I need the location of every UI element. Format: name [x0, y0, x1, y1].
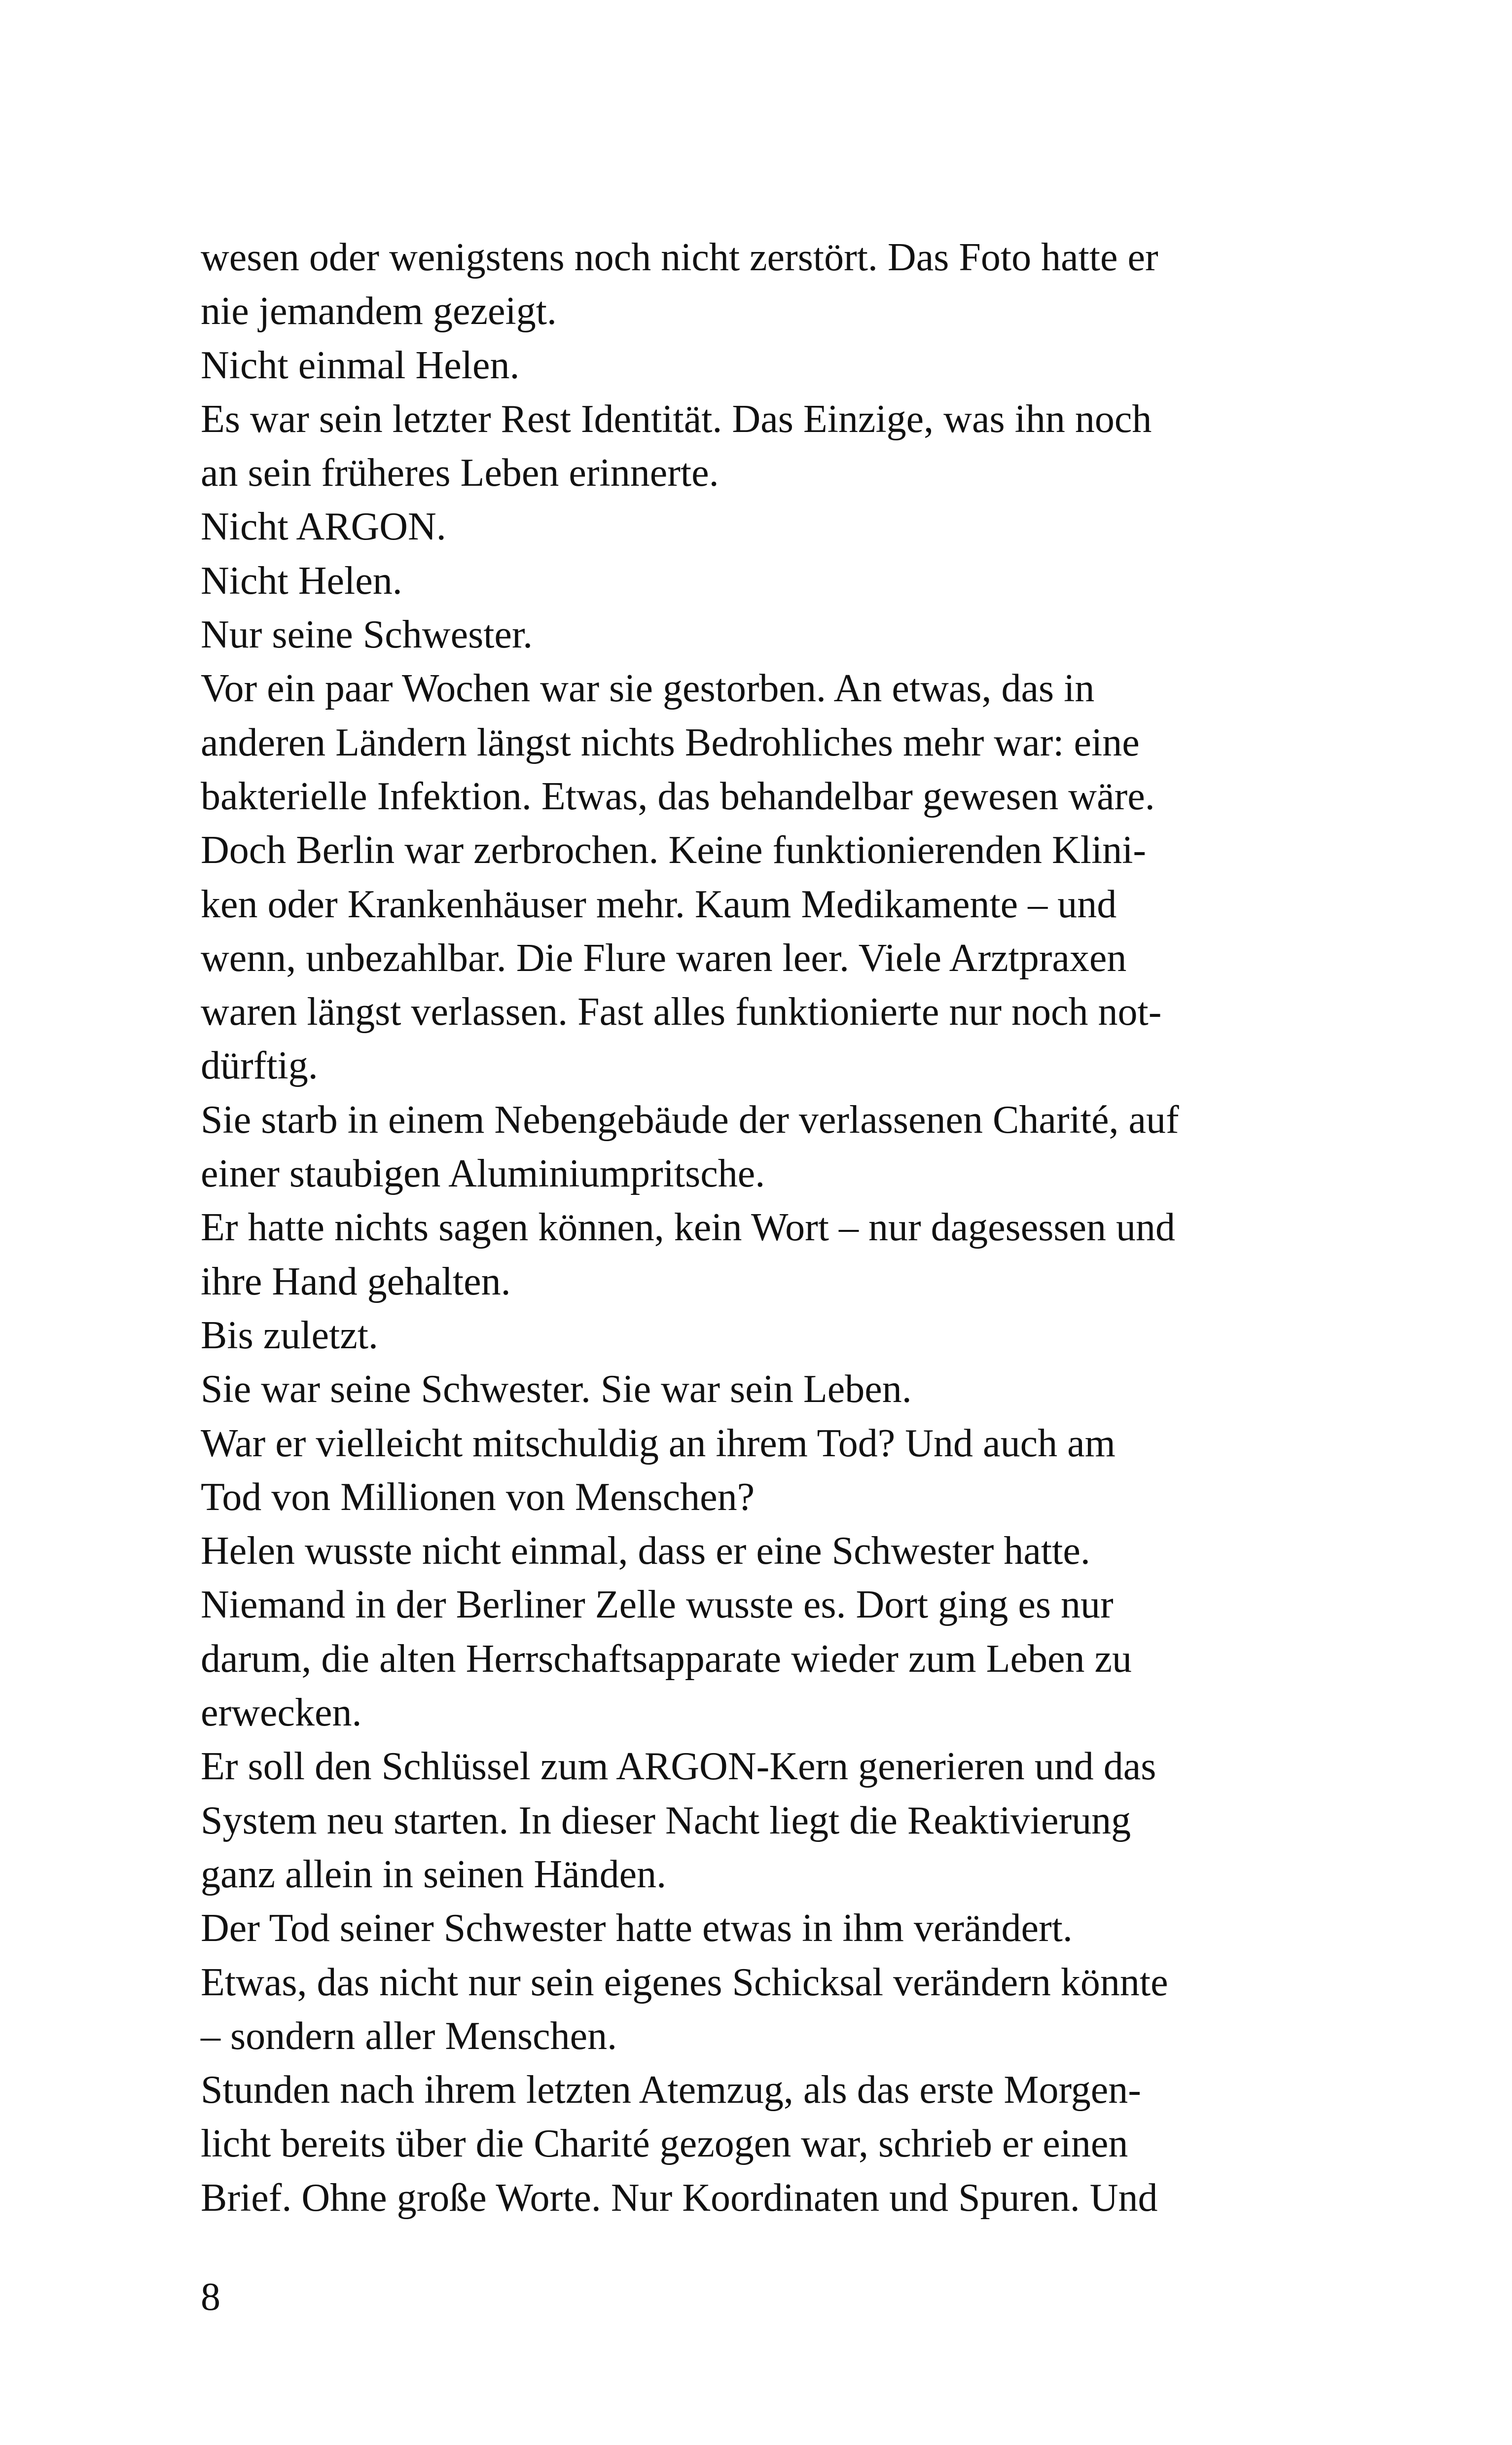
text-line: Niemand in der Berliner Zelle wusste es. Dort ging es nur — [201, 1583, 1114, 1627]
text-line: bakterielle Infektion. Etwas, das behandelbar gewesen wäre. — [201, 774, 1155, 818]
text-line: – sondern aller Menschen. — [201, 2014, 617, 2058]
text-line: an sein früheres Leben erinnerte. — [201, 451, 719, 495]
text-line: Vor ein paar Wochen war sie gestorben. An etwas, das in — [201, 667, 1095, 711]
body-text — [201, 231, 1261, 2225]
text-line: Nur seine Schwester. — [201, 613, 533, 657]
text-line: Nicht Helen. — [201, 559, 402, 603]
text-line: Doch Berlin war zerbrochen. Keine funktionierenden Klini- — [201, 828, 1147, 872]
text-line: Brief. Ohne große Worte. Nur Koordinaten und Spuren. Und — [201, 2176, 1158, 2220]
text-line: Er soll den Schlüssel zum ARGON-Kern generieren und das — [201, 1745, 1156, 1789]
text-line: erwecken. — [201, 1691, 362, 1735]
page-number: 8 — [201, 2275, 220, 2319]
text-line: darum, die alten Herrschaftsapparate wieder zum Leben zu — [201, 1637, 1132, 1681]
text-line: Sie war seine Schwester. Sie war sein Leben. — [201, 1367, 912, 1411]
text-line: Nicht ARGON. — [201, 505, 446, 549]
text-line: System neu starten. In dieser Nacht liegt die Reaktivierung — [201, 1798, 1131, 1842]
text-line: Nicht einmal Helen. — [201, 343, 520, 387]
text-line: waren längst verlassen. Fast alles funktionierte nur noch not- — [201, 990, 1162, 1034]
text-line: Etwas, das nicht nur sein eigenes Schicksal verändern könnte — [201, 1960, 1168, 2004]
text-line: Er hatte nichts sagen können, kein Wort – nur dagesessen und — [201, 1206, 1176, 1250]
text-line: War er vielleicht mitschuldig an ihrem Tod? Und auch am — [201, 1421, 1116, 1465]
text-line: dürftig. — [201, 1044, 318, 1088]
text-line: Sie starb in einem Nebengebäude der verlassenen Charité, auf — [201, 1098, 1179, 1142]
text-line: Tod von Millionen von Menschen? — [201, 1475, 755, 1519]
text-line: ganz allein in seinen Händen. — [201, 1852, 667, 1896]
text-line: nie jemandem gezeigt. — [201, 289, 557, 333]
text-line: einer staubigen Aluminiumpritsche. — [201, 1152, 765, 1196]
text-line: licht bereits über die Charité gezogen war, schrieb er einen — [201, 2122, 1128, 2166]
text-line: Der Tod seiner Schwester hatte etwas in ihm verändert. — [201, 1906, 1073, 1950]
text-line: ihre Hand gehalten. — [201, 1259, 511, 1303]
text-line: wenn, unbezahlbar. Die Flure waren leer. Viele Arztpraxen — [201, 936, 1127, 980]
text-line: Es war sein letzter Rest Identität. Das Einzige, was ihn noch — [201, 397, 1152, 441]
text-line: ken oder Krankenhäuser mehr. Kaum Medikamente – und — [201, 882, 1117, 926]
text-line: Stunden nach ihrem letzten Atemzug, als das erste Morgen- — [201, 2068, 1141, 2112]
text-line: anderen Ländern längst nichts Bedrohliches mehr war: eine — [201, 720, 1140, 764]
text-line: wesen oder wenigstens noch nicht zerstört. Das Foto hatte er — [201, 236, 1158, 279]
text-line: Bis zuletzt. — [201, 1313, 378, 1357]
text-line: Helen wusste nicht einmal, dass er eine Schwester hatte. — [201, 1529, 1090, 1573]
